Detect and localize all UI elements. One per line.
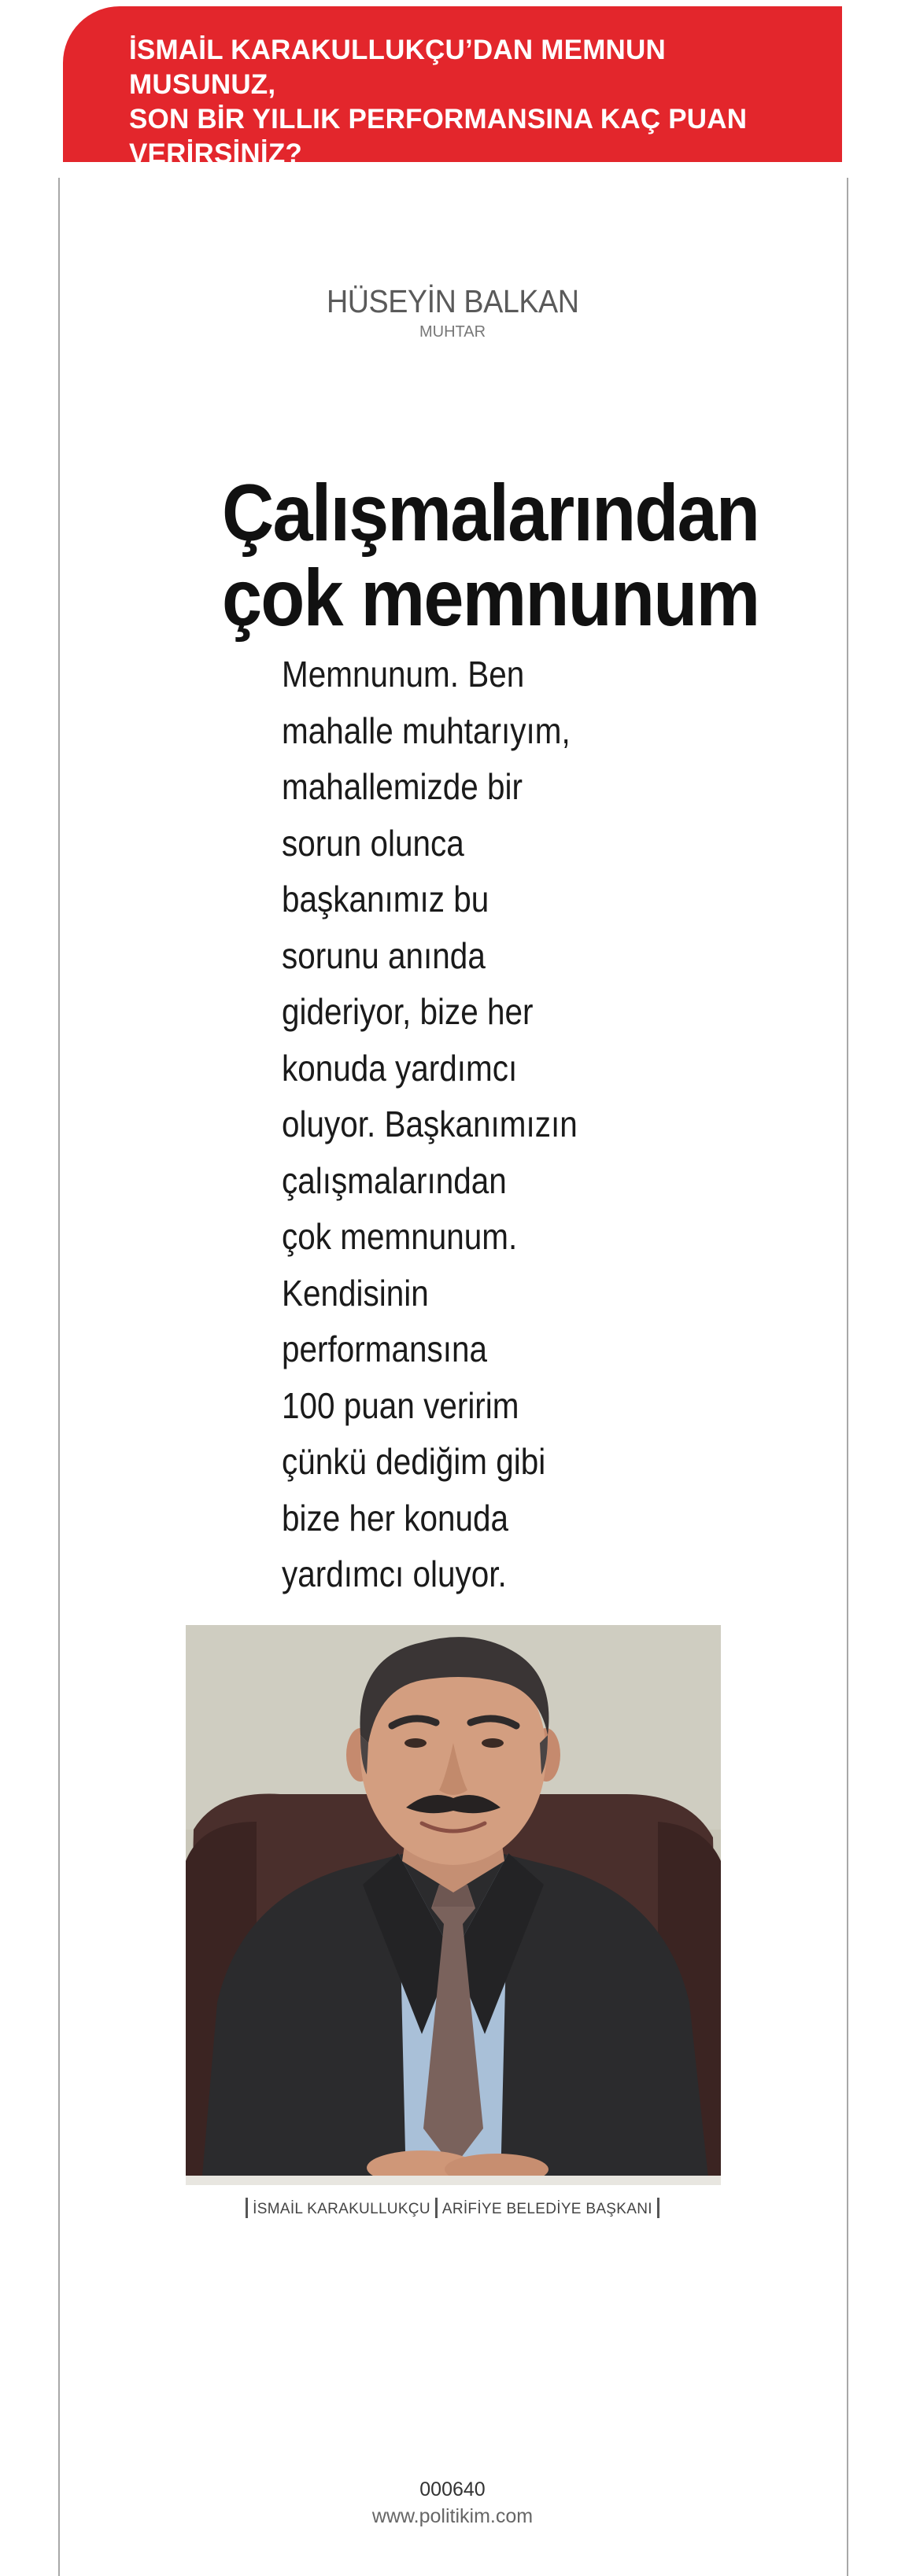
article-body: Memnunum. Ben mahalle muhtarıyım, mahallemizde bir sorun olunca başkanımız bu sorunu anında gideriyor, bize her konuda yardımcı oluyor. Başkanımızın çalışmalarından çok memnunum. Kendisinin performansına 100 puan veririm çünkü dediğim gibi bize her konuda yardımcı oluyor.	[282, 654, 578, 1594]
caption-divider	[657, 2198, 659, 2218]
footer-url[interactable]: www.politikim.com	[371, 2505, 534, 2527]
portrait-photo	[186, 1625, 721, 2185]
caption-divider	[435, 2198, 438, 2218]
question-banner	[63, 6, 842, 169]
footer-code: 000640	[419, 2478, 486, 2500]
caption-role: ARİFİYE BELEDİYE BAŞKANI	[441, 2201, 652, 2217]
author-name: HÜSEYİN BALKAN	[326, 283, 579, 319]
caption-name: İSMAİL KARAKULLUKÇU	[253, 2201, 430, 2217]
author-title: MUHTAR	[419, 323, 486, 341]
caption-divider	[246, 2198, 248, 2218]
banner-question-text: İSMAİL KARAKULLUKÇU’DAN MEMNUN MUSUNUZ, SON BİR YILLIK PERFORMANSINA KAÇ PUAN VERİRSİNİZ?	[129, 35, 748, 169]
author-block	[0, 283, 905, 341]
portrait-illustration	[186, 1625, 721, 2185]
article-headline: Çalışmalarından çok memnunum	[222, 468, 759, 643]
photo-caption	[0, 2198, 905, 2218]
page-footer	[0, 2476, 905, 2530]
